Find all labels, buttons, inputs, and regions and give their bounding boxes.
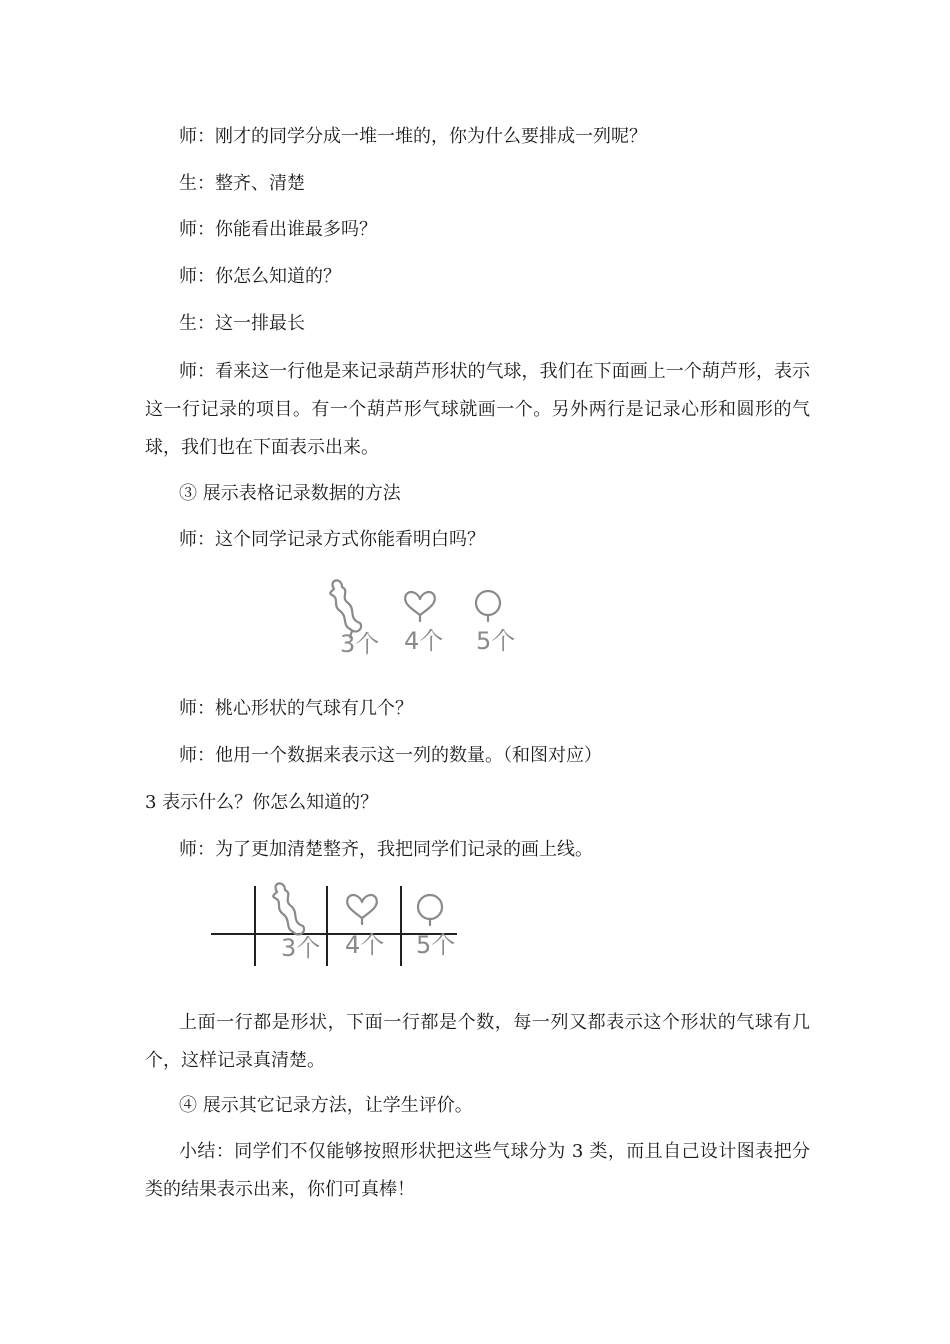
dialogue-line: 生：整齐、清楚	[179, 173, 305, 194]
section-heading: ④ 展示其它记录方法，让学生评价。	[179, 1095, 473, 1116]
balloon-record-table	[205, 880, 470, 970]
explanation-paragraph: 上面一行都是形状，下面一行都是个数，每一列又都表示这个形状的气球有几个，这样记录真清楚。	[145, 1012, 810, 1071]
gourd-balloon-icon	[330, 580, 361, 637]
gourd-balloon-icon	[273, 883, 304, 934]
heart-count: 4个	[404, 627, 444, 655]
dialogue-line: 师：你怎么知道的？	[179, 266, 341, 287]
dialogue-line: 师：刚才的同学分成一堆一堆的，你为什么要排成一列呢？	[179, 126, 647, 147]
dialogue-paragraph: 师：看来这一行他是来记录葫芦形状的气球，我们在下面画上一个葫芦形，表示这一行记录的项目。有一个葫芦形气球就画一个。另外两行是记录心形和圆形的气球，我们也在下面表示出来。	[145, 361, 810, 458]
round-balloon-icon	[476, 591, 500, 621]
balloon-record-figure	[320, 575, 520, 665]
round-count: 5个	[476, 627, 516, 655]
dialogue-line: 师：为了更加清楚整齐，我把同学们记录的画上线。	[179, 839, 593, 860]
dialogue-line: 师：他用一个数据来表示这一列的数量。（和图对应）	[179, 745, 602, 766]
heart-balloon-icon	[405, 592, 435, 621]
dialogue-line: 3 表示什么？你怎么知道的？	[145, 792, 379, 813]
summary-paragraph: 小结：同学们不仅能够按照形状把这些气球分为 3 类，而且自己设计图表把分类的结果表示出来，你们可真棒！	[145, 1141, 810, 1200]
dialogue-line: 生：这一排最长	[179, 313, 305, 334]
round-balloon-icon	[418, 895, 442, 925]
gourd-count: 3个	[281, 934, 321, 962]
round-count: 5个	[416, 931, 456, 959]
gourd-count: 3个	[340, 630, 380, 658]
heart-count: 4个	[345, 931, 385, 959]
heart-balloon-icon	[347, 895, 377, 924]
dialogue-line: 师：桃心形状的气球有几个？	[179, 698, 413, 719]
dialogue-line: 师：这个同学记录方式你能看明白吗？	[179, 529, 485, 550]
section-heading: ③ 展示表格记录数据的方法	[179, 483, 401, 504]
dialogue-line: 师：你能看出谁最多吗？	[179, 219, 377, 240]
